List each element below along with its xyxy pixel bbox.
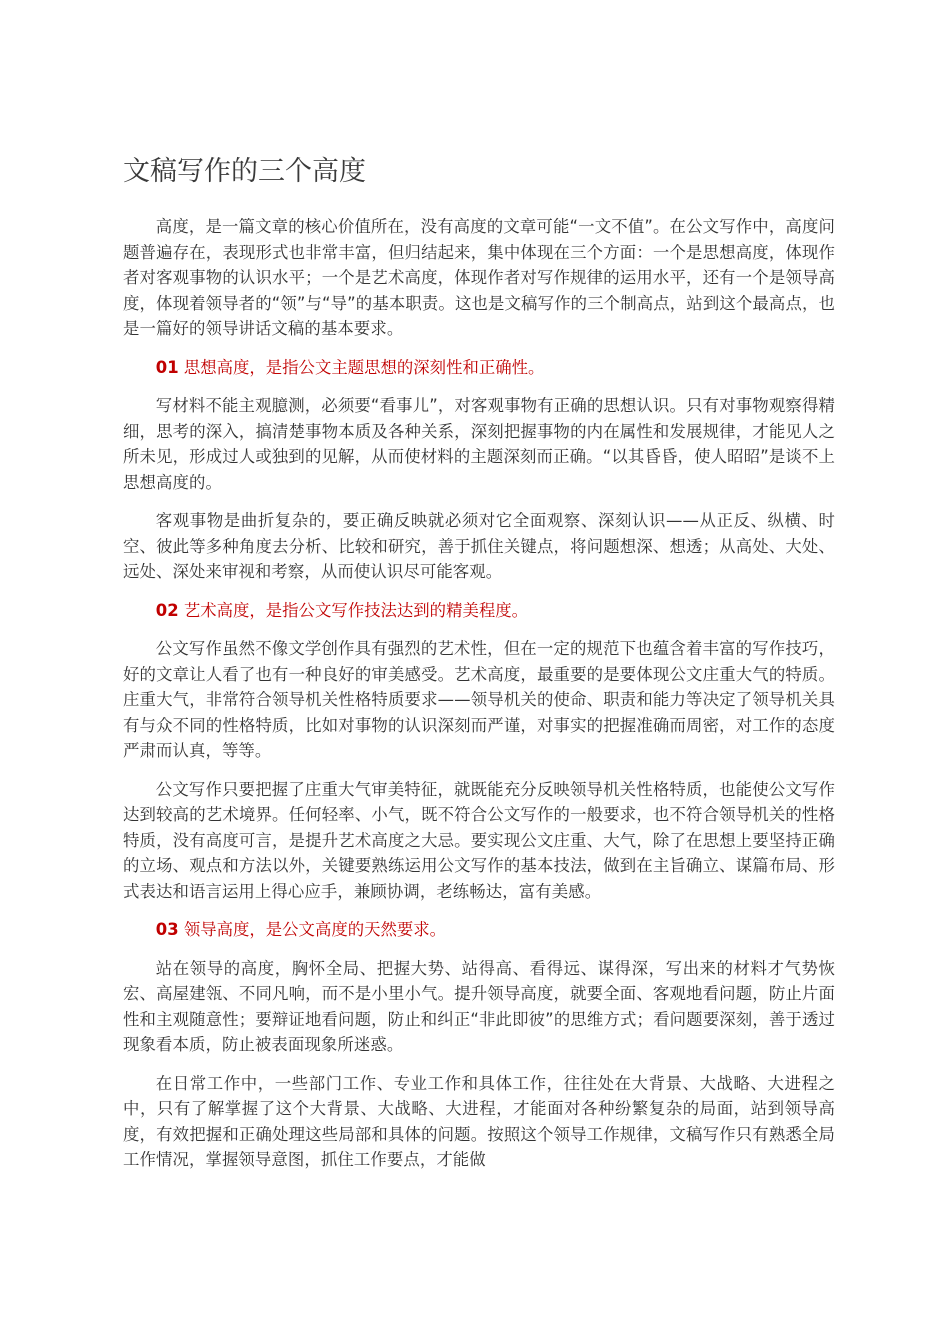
section-heading-text: 领导高度，是公文高度的天然要求。 bbox=[178, 920, 447, 939]
body-paragraph: 公文写作只要把握了庄重大气审美特征，就既能充分反映领导机关性格特质，也能使公文写作达到较高的艺术境界。任何轻率、小气，既不符合公文写作的一般要求，也不符合领导机关的性格特质，没有高度可言，是提升艺术高度之大忌。要实现公文庄重、大气，除了在思想上要坚持正确的立场、观点和方法以外，关键要熟练运用公文写作的基本技法，做到在主旨确立、谋篇布局、形式表达和语言运用上得心应手，兼顾协调，老练畅达，富有美感。 bbox=[123, 779, 835, 901]
document-title: 文稿写作的三个高度 bbox=[123, 156, 366, 187]
document-page bbox=[123, 150, 835, 1186]
section-heading bbox=[123, 355, 835, 381]
section-number: 02 bbox=[155, 600, 179, 620]
section-heading-text: 艺术高度，是指公文写作技法达到的精美程度。 bbox=[178, 600, 529, 620]
section-heading-text: 思想高度，是指公文主题思想的深刻性和正确性。 bbox=[178, 357, 545, 377]
body-paragraph: 写材料不能主观臆测，必须要“看事儿”，对客观事物有正确的思想认识。只有对事物观察得精细，思考的深入，搞清楚事物本质及各种关系，深刻把握事物的内在属性和发展规律，才能见人之所未见，形成过人或独到的见解，从而使材料的主题深刻而正确。“以其昏昏，使人昭昭”是谈不上思想高度的。 bbox=[123, 396, 835, 492]
section-1 bbox=[123, 355, 835, 585]
intro-paragraph: 高度，是一篇文章的核心价值所在，没有高度的文章可能“一文不值”。在公文写作中，高度问题普遍存在，表现形式也非常丰富，但归结起来，集中体现在三个方面：一个是思想高度，体现作者对客观事物的认识水平；一个是艺术高度，体现作者对写作规律的运用水平，还有一个是领导高度，体现着领导者的“领”与“导”的基本职责。这也是文稿写作的三个制高点，站到这个最高点，也是一篇好的领导讲话文稿的基本要求。 bbox=[123, 217, 835, 338]
section-heading bbox=[123, 598, 835, 624]
body-paragraph: 公文写作虽然不像文学创作具有强烈的艺术性，但在一定的规范下也蕴含着丰富的写作技巧，好的文章让人看了也有一种良好的审美感受。艺术高度，最重要的是要体现公文庄重大气的特质。庄重大气，非常符合领导机关性格特质要求——领导机关的使命、职责和能力等决定了领导机关具有与众不同的性格特质，比如对事物的认识深刻而严谨，对事实的把握准确而周密，对工作的态度严肃而认真，等等。 bbox=[123, 639, 835, 760]
body-paragraph: 在日常工作中，一些部门工作、专业工作和具体工作，往往处在大背景、大战略、大进程之中，只有了解掌握了这个大背景、大战略、大进程，才能面对各种纷繁复杂的局面，站到领导高度，有效把握和正确处理这些局部和具体的问题。按照这个领导工作规律，文稿写作只有熟悉全局工作情况，掌握领导意图，抓住工作要点，才能做 bbox=[123, 1073, 835, 1169]
section-3 bbox=[123, 917, 835, 1173]
section-number: 03 bbox=[155, 920, 179, 939]
body-paragraph: 客观事物是曲折复杂的，要正确反映就必须对它全面观察、深刻认识——从正反、纵横、时空、彼此等多种角度去分析、比较和研究，善于抓住关键点，将问题想深、想透；从高处、大处、远处、深处来审视和考察，从而使认识尽可能客观。 bbox=[123, 511, 835, 581]
section-2 bbox=[123, 598, 835, 905]
body-paragraph: 站在领导的高度，胸怀全局、把握大势、站得高、看得远、谋得深，写出来的材料才气势恢宏、高屋建瓴、不同凡响，而不是小里小气。提升领导高度，就要全面、客观地看问题，防止片面性和主观随意性；要辩证地看问题，防止和纠正“非此即彼”的思维方式；看问题要深刻，善于透过现象看本质，防止被表面现象所迷惑。 bbox=[123, 958, 835, 1054]
section-number: 01 bbox=[155, 357, 179, 377]
section-heading bbox=[123, 917, 835, 943]
